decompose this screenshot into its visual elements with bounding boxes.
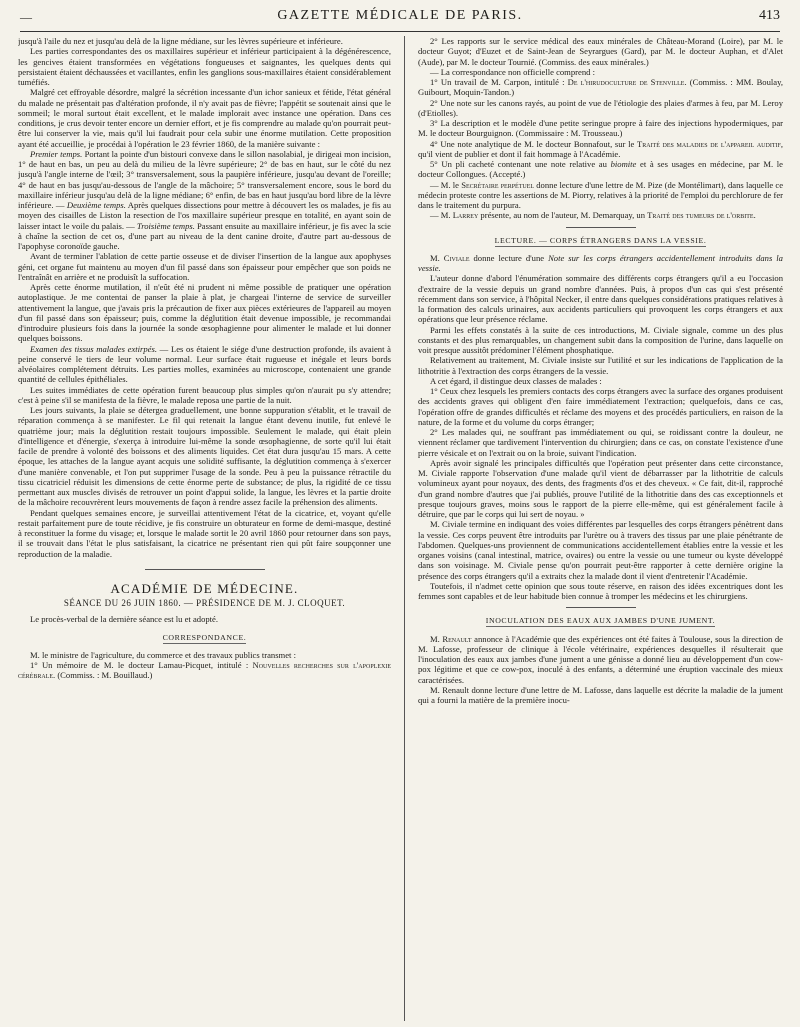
correspondance-heading bbox=[18, 633, 391, 643]
item-text: et à ses usages en médecine, par M. le docteur Collongues. (Accepté.) bbox=[418, 159, 783, 180]
paragraph: — La correspondance non officielle comprend : bbox=[430, 66, 595, 77]
item-title: Nouvelles recherches sur l'apoplexie cérébrale bbox=[18, 660, 391, 681]
paragraph bbox=[418, 634, 783, 685]
section-divider bbox=[145, 569, 265, 570]
section-heading-text: INOCULATION DES EAUX AUX JAMBES D'UNE JUMENT. bbox=[485, 616, 716, 626]
paragraph: Toutefois, il n'admet cette opinion que sous toute réserve, en raison des idées excentriques dont les femmes sont capables et de leur habitude bien connue à tromper les médecins et les chirurgiens. bbox=[418, 580, 783, 601]
step-label: Deuxième temps. bbox=[66, 200, 126, 210]
header-rule bbox=[20, 31, 780, 32]
text: donne lecture d'une bbox=[469, 252, 549, 263]
section-divider bbox=[566, 227, 636, 228]
item-text: 1° Un travail de M. Carpon, intitulé : bbox=[430, 77, 568, 87]
academy-title: ACADÉMIE DE MÉDECINE. bbox=[110, 580, 299, 596]
examen-label: Examen des tissus malades extirpés. bbox=[30, 343, 157, 354]
column-rule bbox=[404, 36, 405, 1021]
correspondance-item bbox=[18, 660, 391, 681]
item-text: . (Commiss. : M. Bouillaud.) bbox=[53, 670, 153, 681]
paragraph bbox=[418, 180, 783, 211]
text: donne lecture d'une lettre de M. Pize (de Montélimart), dans laquelle ce médecin proteste contre les assertions de M. Piorry, relatives à la priorité de l'emploi du perchlorure de fer dans le traitement du purpura. bbox=[418, 179, 783, 210]
text: présente, au nom de l'auteur, M. Demarquay, un bbox=[478, 210, 648, 221]
step-text: Portant la pointe d'un bistouri convexe dans le sillon nasolabial, je dirigeai mon incision, 1° de haut en bas, un peu au delà du milieu de la lèvre supérieure; 2° de bas en haut, sur le côté du nez jusqu'à l'angle interne de l'œil; 3° transversalement, sous la paupière inférieure, jusqu'au devant de l'oreille; 4° de haut en bas jusqu'au-dessous de l'angle de la mâchoire; 5° transversalement encore, sous le bord du maxillaire inférieur jusqu'au delà de la ligne médiane; 6° enfin, de bas en haut jusqu'au bord libre de la lèvre inférieure. — bbox=[18, 148, 391, 210]
paragraph: A cet égard, il distingue deux classes de malades : bbox=[430, 375, 602, 386]
examen-text: — Les os étaient le siége d'une destruction profonde, ils avaient à peine conservé le tiers de leur volume normal. Leur surface était rugueuse et inégale et leurs bords alvéolaires complétement détruits. Les parties molles, examinées au microscope, contenaient une grande quantité de cellules épithéliales. bbox=[18, 343, 391, 385]
paragraph: Parmi les effets constatés à la suite de ces introductions, M. Civiale signale, comme un des plus constants et des plus remarquables, un changement subit dans la composition de l'urine, dans laquelle on voit presque aussitôt prédominer l'élément phosphatique. bbox=[418, 324, 783, 355]
section-heading-text: LECTURE. — CORPS ÉTRANGERS DANS LA VESSIE. bbox=[494, 235, 707, 245]
paragraph-operation-steps bbox=[18, 149, 391, 252]
text: M. bbox=[430, 252, 444, 263]
seance-line: SÉANCE DU 26 JUIN 1860. — PRÉSIDENCE DE M. J. CLOQUET. bbox=[63, 598, 346, 608]
paragraph: 3° La description et le modèle d'une petite seringue propre à faire des injections hypodermiques, par M. le docteur Bourguignon. (Commissaire : M. Trousseau.) bbox=[418, 118, 783, 139]
header-dash: — bbox=[20, 10, 32, 24]
correspondance-item bbox=[418, 159, 783, 180]
text: — M. le bbox=[430, 179, 462, 190]
text: annonce à l'Académie que des expériences ont été faites à Toulouse, sous la direction de M. Lafosse, professeur de clinique à l'école vétérinaire, expériences desquelles il résulterait que l'inoculation des eaux aux jambes d'une jument a une génisse a donné lieu au développement d'un cow-pox légitime et que ce cow-pox, inoculé à des enfants, a déterminé une éruption vaccinale des mieux caractérisées. bbox=[418, 633, 783, 685]
paragraph: Pendant quelques semaines encore, je surveillai attentivement l'état de la cicatrice, et, voyant qu'elle restait parfaitement pure de toute récidive, je fis construire un obturateur en forme de demi-masque, destiné à reconstituer la forme du visage; et, lorsque le malade sortit le 20 avril 1860 pour retourner dans son pays, il se trouvait dans l'état le plus satisfaisant, la cicatrice ne présentant rien qui pût faire soupçonner une reproduction de la maladie. bbox=[18, 507, 391, 559]
item-title: Traité des maladies de l'appareil auditif bbox=[636, 138, 781, 149]
correspondance-item bbox=[418, 139, 783, 160]
page-number: 413 bbox=[759, 8, 780, 23]
step-label: Troisième temps. bbox=[136, 220, 195, 231]
paragraph: Les parties correspondantes des os maxillaires supérieur et inférieur participaient à la dégénérescence, les gencives étaient transformées en végétations fongueuses et saignantes, les quelques dents qui persistaient étaient déchaussées et vacillantes, enfin les ganglions sous-maxillaires étaient considérablement tuméfiés. bbox=[18, 46, 391, 87]
speaker-name: Civiale bbox=[443, 252, 470, 263]
text: M. bbox=[430, 633, 443, 644]
left-column bbox=[18, 36, 391, 1021]
speaker-name: Renault bbox=[442, 633, 472, 644]
step-text: Après quelques dissections pour mettre à découvert les os malades, je fis au moyen des cisailles de Liston la resection de l'os maxillaire supérieur presque en totalité, en ayant soin de laisser intact le voile du palais. — bbox=[18, 200, 391, 231]
item-text: . (Commiss. : MM. Boulay, Guibourt, Moquin-Tandon.) bbox=[418, 77, 783, 98]
section-divider bbox=[566, 607, 636, 608]
text: . bbox=[753, 210, 756, 221]
paragraph: 1° Ceux chez lesquels les premiers contacts des corps étrangers avec la surface des organes produisent des accidents graves qui obligent d'en faire immédiatement l'extraction; quelquefois, dans ce cas, l'opération offre de grandes difficultés et réclame des moyens et des procédés particuliers, en raison de la nature, de la forme et du volume du corps étranger; bbox=[418, 386, 783, 427]
correspondance-heading-text: CORRESPONDANCE. bbox=[162, 632, 247, 642]
step-text: Passant ensuite au maxillaire inférieur, je fis avec la scie à chaîne la section de cet os, d'une part au niveau de la dent canine droite, d'autre part au-dessous de l'apophyse coronoïde gauche. bbox=[18, 220, 391, 251]
paragraph: Relativement au traitement, M. Civiale insiste sur l'utilité et sur les indications de l'application de la lithotritie à l'extraction des corps étrangers de la vessie. bbox=[418, 355, 783, 376]
paragraph: Les suites immédiates de cette opération furent beaucoup plus simples qu'on n'aurait pu s'y attendre; c'est à peine s'il se manifesta de la fièvre, le malade reposa une partie de la nuit. bbox=[18, 384, 391, 405]
paragraph: Avant de terminer l'ablation de cette partie osseuse et de diviser l'insertion de la langue aux apophyses géni, cet organe fut maintenu au moyen d'un fil passé dans son épaisseur pour empêcher que son poids ne l'entraînât en arrière et ne produisît la suffocation. bbox=[18, 251, 391, 282]
section-heading-corps-etrangers bbox=[418, 236, 783, 246]
step-label: Premier temps. bbox=[30, 148, 83, 159]
book-title: Traité des tumeurs de l'orbite bbox=[647, 210, 754, 221]
paragraph: 2° Les rapports sur le service médical des eaux minérales de Château-Morand (Loire), par M. le docteur Guyot; d'Euzet et de Saint-Jean de Seyrargues (Gard), par M. le docteur Auphan, et d'Alet (Aude), par M. le docteur Tournié. (Commiss. des eaux minérales.) bbox=[418, 36, 783, 67]
paragraph: 2° Une note sur les canons rayés, au point de vue de l'étiologie des plaies d'armes à feu, par M. Leroy (d'Etiolles). bbox=[418, 97, 783, 118]
text: — M. bbox=[430, 210, 453, 221]
journal-title: GAZETTE MÉDICALE DE PARIS. bbox=[277, 8, 523, 23]
paragraph: 2° Les malades qui, ne souffrant pas immédiatement ou qui, se roidissant contre la douleur, ne viennent réclamer que tardivement l'intervention du chirurgien; dans ce cas, on constate l'existence d'une pierre vésicale et on l'extrait ou on la broie, suivant l'indication. bbox=[418, 427, 783, 458]
item-title: De l'hirudoculture de Stenville bbox=[567, 77, 685, 87]
section-heading-inoculation bbox=[418, 616, 783, 626]
item-text: 1° Un mémoire de M. le docteur Lamau-Picquet, intitulé : bbox=[30, 660, 253, 670]
item-text: , qu'il vient de publier et dont il fait hommage à l'Académie. bbox=[418, 138, 783, 159]
right-column bbox=[418, 36, 783, 1021]
item-text: 4° Une note analytique de M. le docteur Bonnafout, sur le bbox=[430, 138, 637, 149]
item-text: 5° Un pli cacheté contenant une note relative au bbox=[430, 159, 611, 169]
speaker-name: Larrey bbox=[452, 210, 479, 221]
paragraph: Après cette énorme mutilation, il n'eût été ni prudent ni même possible de pratiquer une opération autoplastique. Je me contentai de panser la plaie à plat, je chargeai l'interne de service de surveiller attentivement la langue, que j'avais pris la précaution de fixer aux pièces extérieures de l'appareil au moyen d'un fil passé dans son épaisseur; puis, comme la déglutition était devenue impossible, je recommandai d'introduire plusieurs fois dans la journée la sonde œsophagienne pour alimenter le malade et lui donner quelques boissons. bbox=[18, 282, 391, 344]
paragraph-examen bbox=[18, 344, 391, 385]
paragraph: L'auteur donne d'abord l'énumération sommaire des différents corps étrangers qu'il a eu l'occasion d'extraire de la vessie depuis un grand nombre d'années. Puis, à propos d'un cas qui s'est présenté récemment dans son service, à l'hôpital Necker, il entre dans quelques considérations pratiques relatives à la formation des calculs urinaires, aux accidents particuliers qui provoquent les corps étrangers et aux opérations que leur présence réclame. bbox=[418, 273, 783, 325]
paragraph: Après avoir signalé les principales difficultés que l'opération peut présenter dans cette circonstance, M. Civiale rapporte l'observation d'une malade qu'il vient de débarrasser par la lithotritie de calculs volumineux ayant pour noyaux, des dents, des fragments d'os et des cheveux. « Ce fait, dit-il, rapproché d'un grand nombre d'autres que j'ai publiés, prouve l'utilité de la lithotritie dans des cas exceptionnels et presque toujours graves, moins sous le rapport de la pierre elle-même, qui est généralement facile à détruire, que par le corps qui lui sert de noyau. » bbox=[418, 457, 783, 519]
paragraph bbox=[418, 210, 783, 220]
note-title: Note sur les corps étrangers accidentellement introduits dans la vessie. bbox=[418, 252, 783, 273]
paragraph: Malgré cet effroyable désordre, malgré la sécrétion incessante d'un ichor sanieux et fétide, l'état général du malade ne présentait pas d'altération profonde, il n'y avait pas de fièvre; l'appétit se soutenait ainsi que le sommeil; le moral surtout était excellent, et le malade implorait avec instance une opération. Dans ces conditions, je crus devoir tenter encore un dernier effort, et je fis comprendre au malade qu'on pourrait peut-être lui conserver la vie, mais qu'il lui faudrait pour cela subir une énorme mutilation. Cette proposition ayant été accueillie, je procédai à l'opération le 23 février 1860, de la manière suivante : bbox=[18, 87, 391, 149]
minister-line: M. le ministre de l'agriculture, du commerce et des travaux publics transmet : bbox=[30, 649, 296, 660]
paragraph: M. Renault donne lecture d'une lettre de M. Lafosse, dans laquelle est décrite la maladie de la jument qui a fourni la matière de la première inocu- bbox=[418, 684, 783, 705]
page-header bbox=[20, 6, 780, 28]
item-title: biomite bbox=[610, 159, 637, 169]
proces-verbal: Le procès-verbal de la dernière séance est lu et adopté. bbox=[30, 614, 219, 625]
paragraph: M. Civiale termine en indiquant des voies différentes par lesquelles des corps étrangers pénètrent dans la vessie. Ces corps peuvent être introduits par l'urètre ou à travers des tissus par une plaie pénétrante de l'abdomen. Quelques-uns proviennent de communications accidentellement établies entre la vessie et les organes voisins (canal intestinal, matrice, ovaires) ou entre la vessie ou une tumeur ou kyste développé dans son voisinage. M. Civiale pense qu'on pourrait peut-être rapporter à cette dernière origine la présence des corps étrangers qu'il a extraits chez la malade dont il vient d'entretenir l'Académie. bbox=[418, 519, 783, 581]
correspondance-item bbox=[418, 77, 783, 98]
paragraph: Les jours suivants, la plaie se détergea graduellement, une bonne suppuration s'établit, et le travail de réparation commença à se manifester. Le fil qui retenait la langue étant devenu inutile, fut enlevé le quatrième jour; mais la déglutition restait toujours impossible. Seulement le malade, qui était plein d'intelligence et d'énergie, s'exerça à introduire lui-même la sonde œsophagienne, de sorte qu'il lui était facile de prendre à volonté des boissons et des aliments liquides. Cet état dura jusqu'au 15 mars. A cette époque, les attaches de la langue ayant acquis une solidité suffisante, la déglutition commença à s'exercer d'une manière convenable, et l'on put supprimer l'usage de la sonde. Peu à peu la puissance rétractile du tissu cicatriciel réduisit les dimensions de cette énorme perte de substance; de plus, la rigidité de ce tissu permettant aux muscles divisés de retrouver un point d'appui solide, la langue, les lèvres et la partie droite de la mâchoire recouvrèrent leurs mouvements de façon à rendre assez facile la préhension des aliments. bbox=[18, 405, 391, 508]
paragraph: jusqu'à l'aile du nez et jusqu'au delà de la ligne médiane, sur les lèvres supérieure et inférieure. bbox=[18, 36, 343, 46]
speaker-name: Secrétaire perpétuel bbox=[461, 179, 535, 190]
paragraph bbox=[418, 253, 783, 274]
